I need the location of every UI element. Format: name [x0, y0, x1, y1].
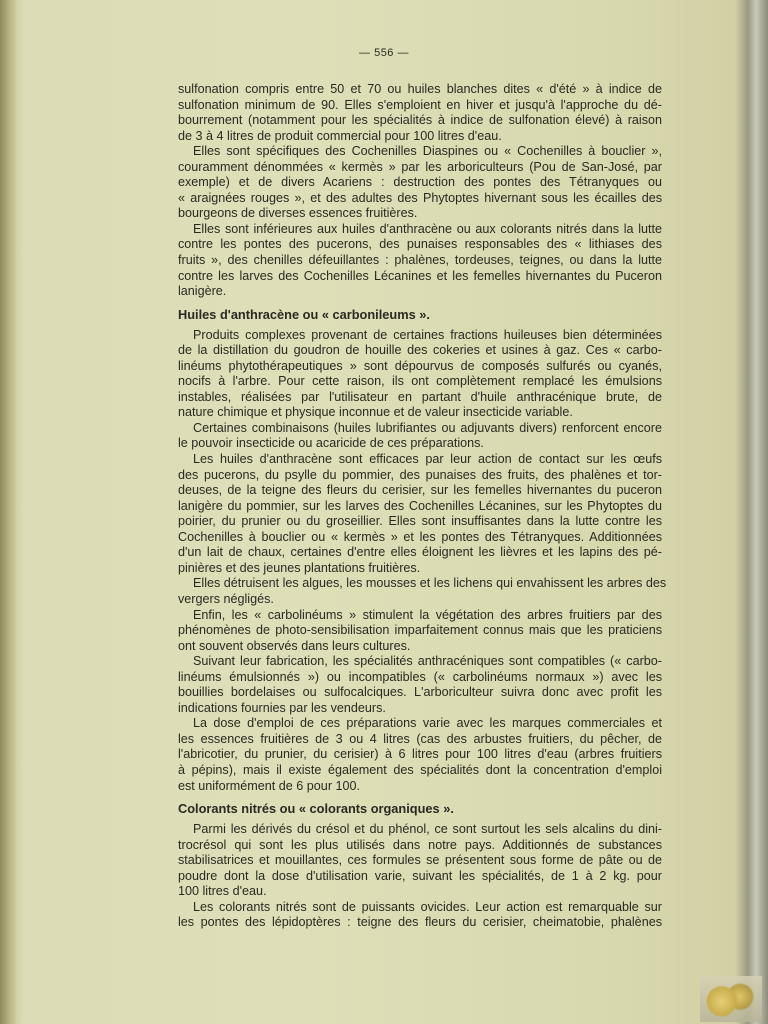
text-line: les essences fruitières de 3 ou 4 litres (cas des arbustes fruitiers, du pêcher, de [178, 731, 662, 746]
text-line: contre les pontes des pucerons, des punaises responsables des « lithiases des [178, 237, 662, 252]
text-line: Elles sont spécifiques des Cochenilles Diaspines ou « Cochenilles à bouclier », [193, 144, 662, 159]
text-line: trocrésol qui sont les plus utilisés dans notre pays. Additionnés de substances [178, 837, 662, 852]
paragraph [178, 82, 662, 144]
paragraph [178, 608, 662, 655]
text-line: de la distillation du goudron de houille des cokeries et usines à gaz. Ces « carbo- [178, 343, 662, 358]
paragraph [178, 654, 662, 716]
text-line: nocifs à l'arbre. Pour cette raison, ils ont complètement remplacé les émulsions [178, 374, 662, 389]
paragraph [178, 452, 662, 576]
paragraph [178, 328, 662, 421]
text-line: bourgeons de diverses essences fruitières. [178, 206, 418, 221]
text-line: Parmi les dérivés du crésol et du phénol, ce sont surtout les sels alcalins du dini- [193, 822, 662, 837]
text-line: fruits », des chenilles défeuillantes : phalènes, tordeuses, teignes, ou dans la lutte [178, 253, 662, 268]
text-line: 100 litres d'eau. [178, 884, 267, 899]
text-line: Les huiles d'anthracène sont efficaces par leur action de contact sur les œufs [193, 452, 662, 467]
text-line: bouillies bordelaises ou sulfocalciques. L'arboriculteur suivra donc avec profit les [178, 685, 662, 700]
paragraph [178, 576, 667, 607]
text-line: pinières et des jeunes plantations fruitières. [178, 560, 421, 575]
text-line: lanigère. [178, 284, 227, 299]
text-line: phénomènes de photo-sensibilisation imparfaitement connus mais que les praticiens [178, 623, 662, 638]
paragraph [178, 421, 662, 452]
text-line: Suivant leur fabrication, les spécialités anthracéniques sont compatibles (« carbo- [193, 654, 662, 669]
thumbnail-image [700, 976, 762, 1022]
text-line: Elles détruisent les algues, les mousses et les lichens qui envahissent les arbres des [193, 576, 667, 591]
text-line: nature chimique et physique inconnue et de valeur insecticide variable. [178, 405, 573, 420]
text-line: stabilisatrices et mouillantes, ces formules se présentent sous forme de pâte ou de [178, 853, 662, 868]
section-heading: Colorants nitrés ou « colorants organiques ». [178, 801, 454, 817]
text-line: Produits complexes provenant de certaines fractions huileuses bien déterminées [193, 327, 662, 342]
page-binding-edge [0, 0, 16, 1024]
text-line: Cochenilles à bouclier ou « kermès » et les pontes des Tétranyques. Additionnées [178, 529, 662, 544]
paragraph [178, 222, 662, 300]
paragraph [178, 900, 662, 931]
text-line: sulfonation minimum de 90. Elles s'emploient en hiver et jusqu'à l'approche du dé- [178, 97, 662, 112]
paragraph [178, 144, 662, 222]
text-line: à pépins), mais il existe également des spécialités dont la concentration d'emploi [178, 762, 662, 777]
text-line: instables, réalisées par l'utilisateur en partant d'huile anthracénique brute, de [178, 389, 662, 404]
text-line: linéums émulsionnés ») ou incompatibles (« carbolinéums normaux ») avec les [178, 669, 662, 684]
text-line: les pontes des lépidoptères : teigne des fleurs du cerisier, cheimatobie, phalènes [178, 915, 662, 930]
paragraph [178, 716, 662, 794]
text-line: couramment dénommées « kermès » par les arboriculteurs (Pou de San-José, par [178, 159, 662, 174]
text-line: Certaines combinaisons (huiles lubrifiantes ou adjuvants divers) renforcent encore [193, 420, 662, 435]
text-line: « araignées rouges », et des adultes des Phytoptes hivernant sous les écailles des [178, 190, 662, 205]
text-line: Elles sont inférieures aux huiles d'anthracène ou aux colorants nitrés dans la lutte [193, 221, 662, 236]
text-line: vergers négligés. [178, 591, 274, 606]
text-line: deuses, de la teigne des fleurs du cerisier, sur les femelles hivernantes du puceron [178, 483, 662, 498]
section-heading: Huiles d'anthracène ou « carbonileums ». [178, 306, 430, 322]
text-line: bourrement (notamment pour les spécialités à indice de sulfonation élevé) à raison [178, 113, 662, 128]
document-body [178, 82, 667, 931]
text-line: le pouvoir insecticide ou acaricide de ces préparations. [178, 436, 484, 451]
text-line: de 3 à 4 litres de produit commercial pour 100 litres d'eau. [178, 128, 502, 143]
text-line: indications fournies par les vendeurs. [178, 700, 386, 715]
text-line: des pucerons, du psylle du pommier, des punaises des fruits, des phalènes et tor- [178, 467, 662, 482]
text-line: La dose d'emploi de ces préparations varie avec les marques commerciales et [193, 716, 662, 731]
text-line: est uniformément de 6 pour 100. [178, 778, 361, 793]
text-line: l'abricotier, du prunier, du cerisier) à 6 litres pour 100 litres d'eau (arbres fruitiers [178, 747, 662, 762]
text-line: d'un lait de chaux, certaines d'entre elles éloignent les lièvres et les lapins des pé- [178, 545, 662, 560]
text-line: poirier, du prunier ou du groseillier. Elles sont insuffisantes dans la lutte contre les [178, 514, 662, 529]
text-line: linéums phytothérapeutiques » sont dépourvus de composés sulfurés ou cyanés, [178, 358, 662, 373]
page-number: — 556 — [359, 47, 409, 59]
text-line: ont souvent observés dans leurs cultures. [178, 638, 411, 653]
text-line: exemple) et de divers Acariens : destruction des pontes des Tétranyques ou [178, 175, 662, 190]
text-line: Enfin, les « carbolinéums » stimulent la végétation des arbres fruitiers par des [193, 607, 662, 622]
paragraph [178, 822, 662, 900]
text-line: poudre dont la dose d'utilisation varie, suivant les spécialités, de 1 à 2 kg. pour [178, 868, 662, 883]
text-line: Les colorants nitrés sont de puissants ovicides. Leur action est remarquable sur [193, 899, 662, 914]
text-line: sulfonation compris entre 50 et 70 ou huiles blanches dites « d'été » à indice de [178, 82, 662, 96]
text-line: lanigère du pommier, sur les larves des Cochenilles Lécanines, sur les Phytoptes du [178, 498, 662, 513]
text-line: contre les larves des Cochenilles Lécanines et les femelles hivernantes du Puceron [178, 268, 662, 283]
